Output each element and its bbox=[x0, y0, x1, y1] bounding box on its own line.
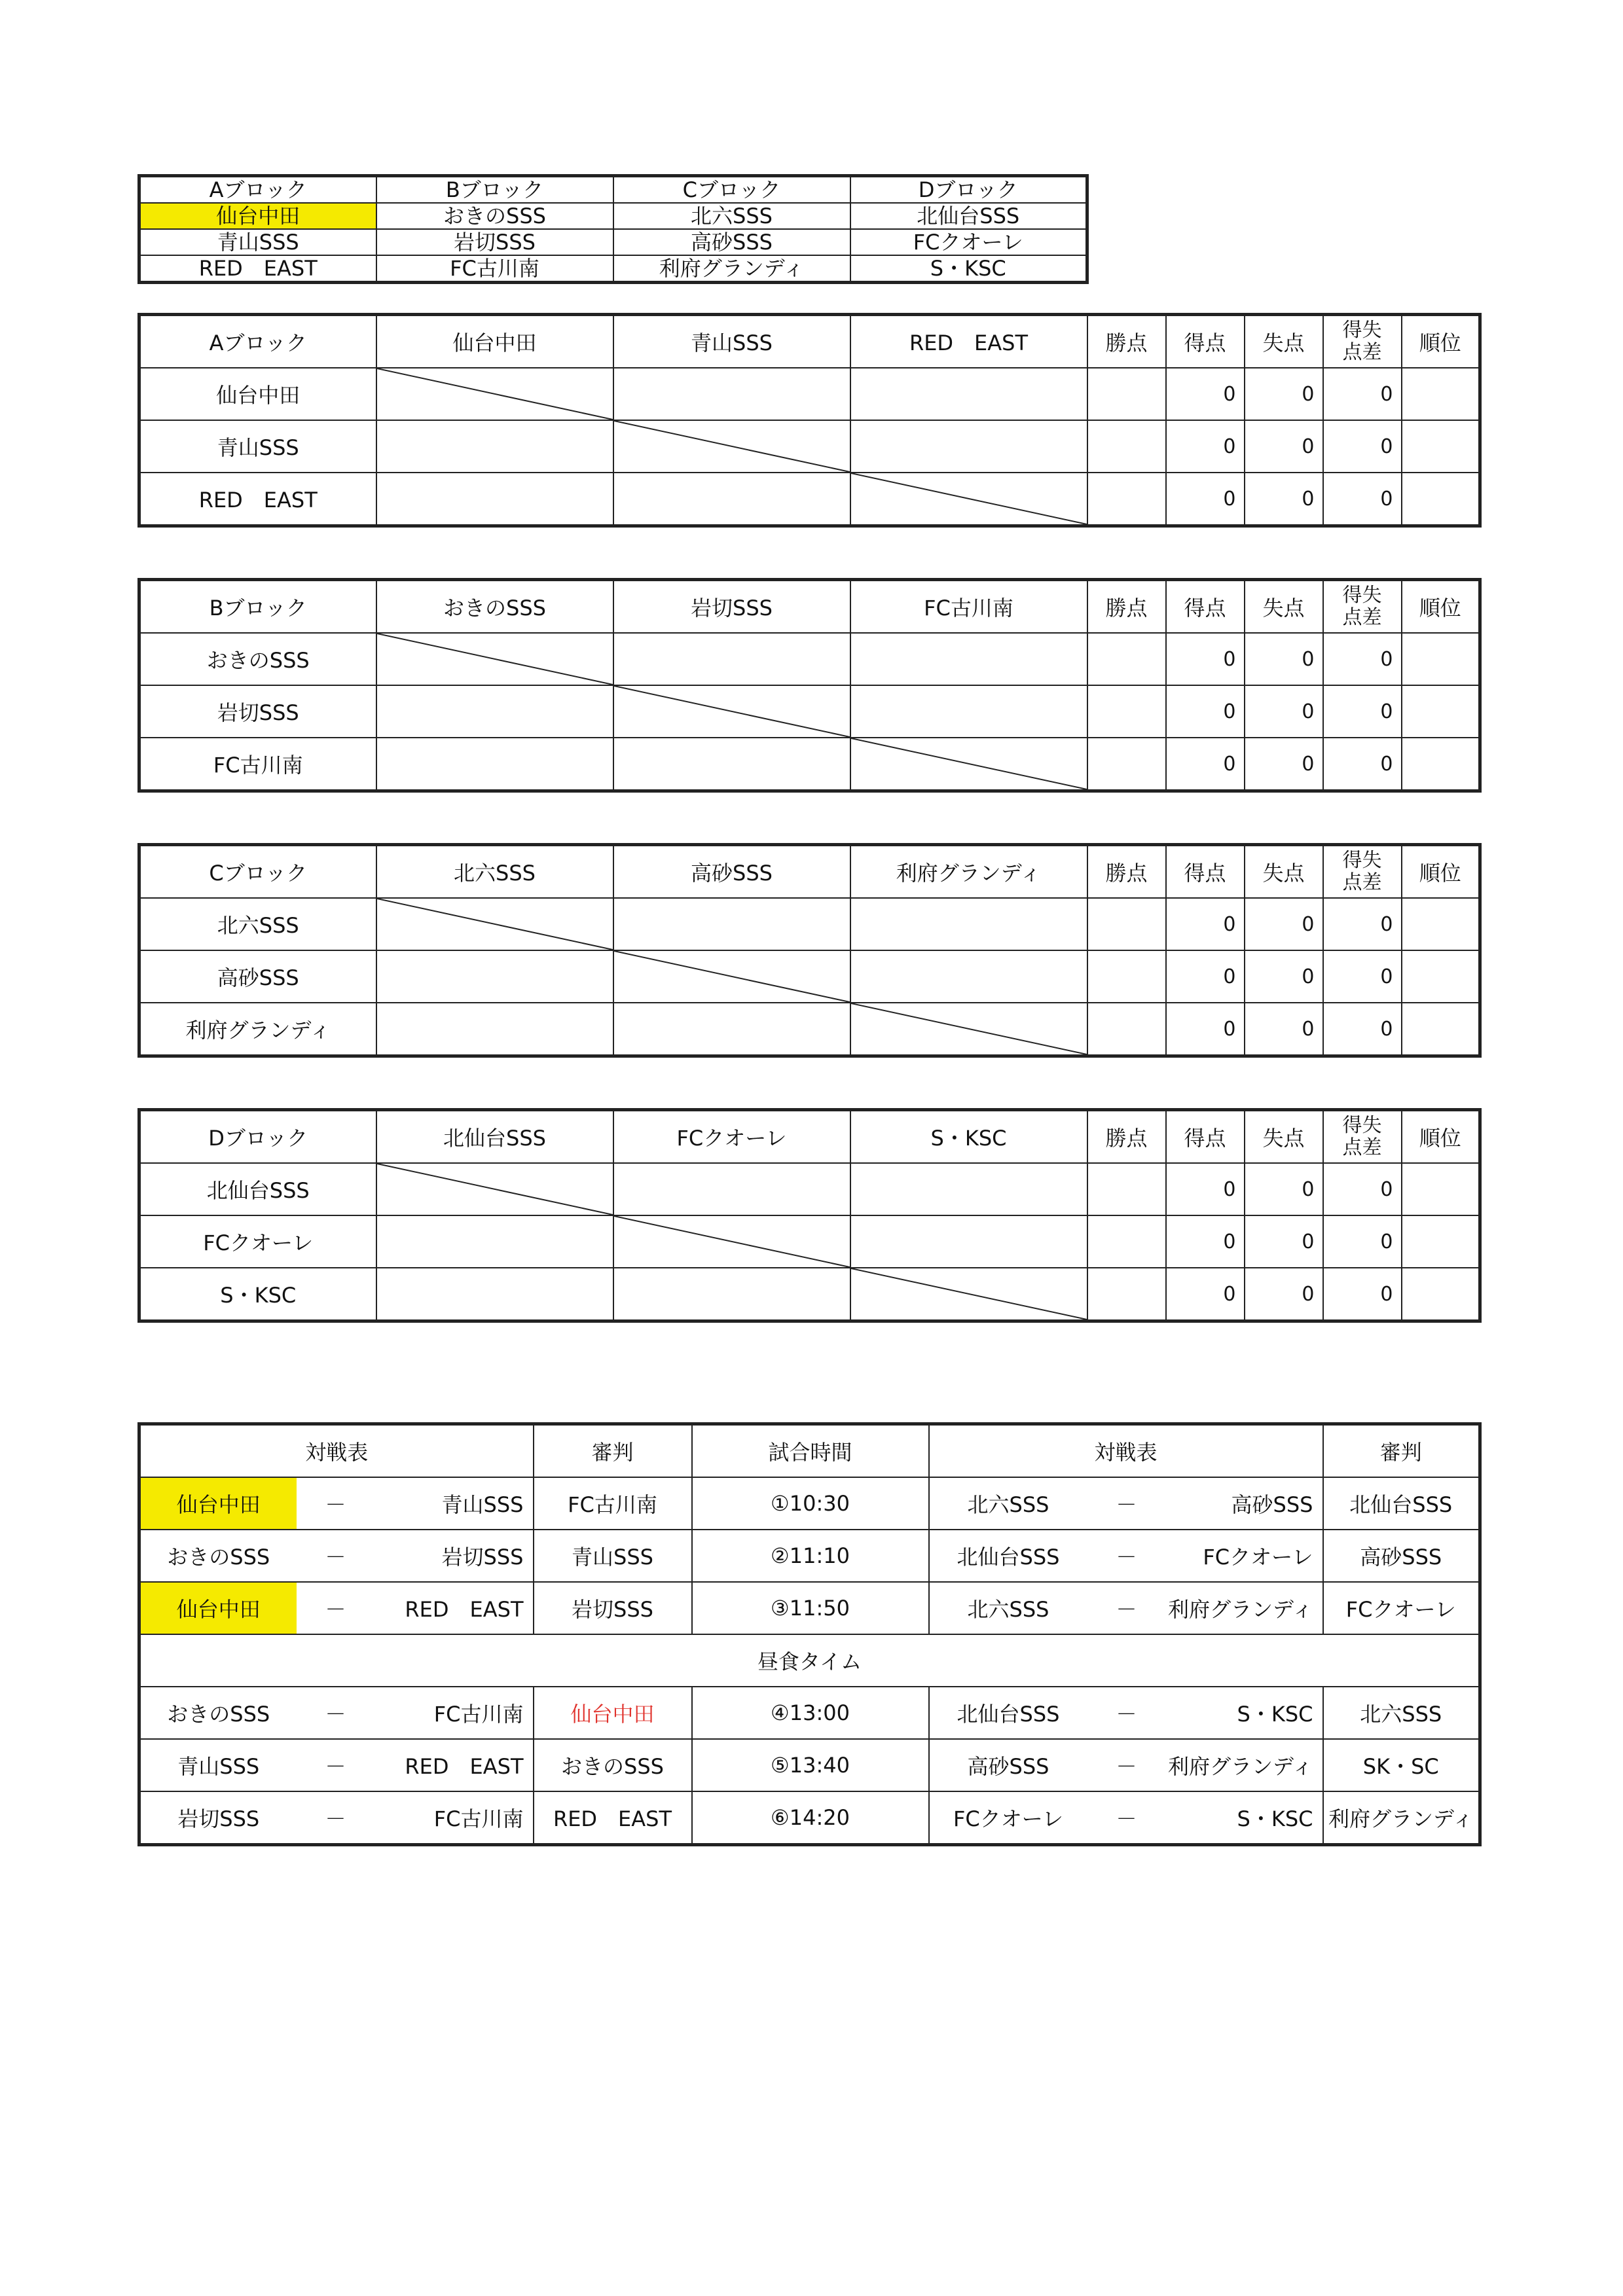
match-time: ①10:30 bbox=[692, 1477, 929, 1530]
win-points-cell bbox=[1087, 1215, 1166, 1268]
win-points-cell bbox=[1087, 1003, 1166, 1056]
left-away-team: 青山SSS bbox=[375, 1477, 534, 1530]
vs-dash: － bbox=[1087, 1530, 1166, 1582]
left-home-team: 仙台中田 bbox=[139, 1477, 297, 1530]
rank-cell bbox=[1402, 633, 1480, 685]
schedule-row bbox=[139, 1739, 1480, 1791]
diagonal-line bbox=[377, 368, 613, 420]
schedule-header-row bbox=[139, 1424, 1480, 1478]
header-goals-against: 失点 bbox=[1245, 845, 1323, 899]
schedule-header-time: 試合時間 bbox=[692, 1424, 929, 1478]
block-header-row bbox=[139, 580, 1480, 634]
match-result-cell bbox=[376, 950, 613, 1003]
header-goals-against: 失点 bbox=[1245, 580, 1323, 634]
block-team-row bbox=[139, 898, 1480, 950]
schedule-row bbox=[139, 1582, 1480, 1634]
rank-cell bbox=[1402, 1215, 1480, 1268]
block-team-row bbox=[139, 738, 1480, 791]
diagonal-line bbox=[851, 1268, 1087, 1319]
vs-dash: － bbox=[1087, 1687, 1166, 1739]
summary-cell: 高砂SSS bbox=[613, 229, 850, 255]
summary-cell: RED EAST bbox=[139, 255, 376, 283]
right-away-team: FCクオーレ bbox=[1166, 1530, 1323, 1582]
header-goals-for: 得点 bbox=[1166, 1110, 1245, 1164]
win-points-cell bbox=[1087, 898, 1166, 950]
match-result-cell bbox=[613, 633, 850, 685]
goals-against-value: 0 bbox=[1245, 898, 1323, 950]
header-rank: 順位 bbox=[1402, 315, 1480, 368]
right-away-team: S・KSC bbox=[1166, 1791, 1323, 1845]
match-result-cell bbox=[376, 685, 613, 738]
summary-header-b: Bブロック bbox=[376, 176, 613, 204]
rank-cell bbox=[1402, 368, 1480, 420]
self-match-cell bbox=[850, 738, 1087, 791]
summary-cell: FC古川南 bbox=[376, 255, 613, 283]
schedule-header-match-right: 対戦表 bbox=[929, 1424, 1323, 1478]
left-referee: 仙台中田 bbox=[534, 1687, 692, 1739]
right-home-team: 北六SSS bbox=[929, 1477, 1087, 1530]
match-time: ⑤13:40 bbox=[692, 1739, 929, 1791]
diagonal-line bbox=[377, 634, 613, 685]
goals-for-value: 0 bbox=[1166, 950, 1245, 1003]
self-match-cell bbox=[613, 1215, 850, 1268]
summary-cell: S・KSC bbox=[850, 255, 1087, 283]
goals-for-value: 0 bbox=[1166, 633, 1245, 685]
self-match-cell bbox=[376, 1163, 613, 1215]
block-row-team: FC古川南 bbox=[139, 738, 376, 791]
win-points-cell bbox=[1087, 685, 1166, 738]
goals-against-value: 0 bbox=[1245, 420, 1323, 473]
header-rank: 順位 bbox=[1402, 845, 1480, 899]
match-time: ④13:00 bbox=[692, 1687, 929, 1739]
block-column-team: 仙台中田 bbox=[376, 315, 613, 368]
goals-for-value: 0 bbox=[1166, 473, 1245, 526]
match-result-cell bbox=[850, 1163, 1087, 1215]
goal-difference-value: 0 bbox=[1323, 473, 1402, 526]
match-result-cell bbox=[613, 738, 850, 791]
block-row-team: FCクオーレ bbox=[139, 1215, 376, 1268]
match-schedule-table bbox=[137, 1422, 1482, 1846]
diagonal-line bbox=[851, 473, 1087, 524]
header-goal-difference: 得失 点差 bbox=[1323, 1110, 1402, 1164]
match-time: ③11:50 bbox=[692, 1582, 929, 1634]
right-referee: 高砂SSS bbox=[1323, 1530, 1480, 1582]
right-referee: 北六SSS bbox=[1323, 1687, 1480, 1739]
goals-against-value: 0 bbox=[1245, 1003, 1323, 1056]
goal-difference-value: 0 bbox=[1323, 898, 1402, 950]
block-header-row bbox=[139, 315, 1480, 368]
goal-difference-value: 0 bbox=[1323, 738, 1402, 791]
goals-against-value: 0 bbox=[1245, 1268, 1323, 1321]
header-goals-against: 失点 bbox=[1245, 315, 1323, 368]
header-goal-difference: 得失 点差 bbox=[1323, 580, 1402, 634]
header-goals-for: 得点 bbox=[1166, 315, 1245, 368]
right-away-team: S・KSC bbox=[1166, 1687, 1323, 1739]
goal-difference-value: 0 bbox=[1323, 1163, 1402, 1215]
summary-cell: 北仙台SSS bbox=[850, 203, 1087, 229]
self-match-cell bbox=[850, 1003, 1087, 1056]
header-win-points: 勝点 bbox=[1087, 1110, 1166, 1164]
block-team-row bbox=[139, 368, 1480, 420]
right-away-team: 利府グランディ bbox=[1166, 1739, 1323, 1791]
right-home-team: 北六SSS bbox=[929, 1582, 1087, 1634]
lunch-row bbox=[139, 1634, 1480, 1687]
goals-against-value: 0 bbox=[1245, 633, 1323, 685]
win-points-cell bbox=[1087, 738, 1166, 791]
summary-row bbox=[139, 203, 1087, 229]
summary-header-c: Cブロック bbox=[613, 176, 850, 204]
block-row-team: 北六SSS bbox=[139, 898, 376, 950]
goal-difference-value: 0 bbox=[1323, 950, 1402, 1003]
header-goal-difference: 得失 点差 bbox=[1323, 845, 1402, 899]
block-column-team: 高砂SSS bbox=[613, 845, 850, 899]
block-name: Cブロック bbox=[139, 845, 376, 899]
self-match-cell bbox=[613, 950, 850, 1003]
summary-cell: 岩切SSS bbox=[376, 229, 613, 255]
block-header-row bbox=[139, 1110, 1480, 1164]
vs-dash: － bbox=[1087, 1791, 1166, 1845]
win-points-cell bbox=[1087, 1163, 1166, 1215]
schedule-row bbox=[139, 1477, 1480, 1530]
goals-for-value: 0 bbox=[1166, 420, 1245, 473]
match-result-cell bbox=[613, 473, 850, 526]
block-row-team: RED EAST bbox=[139, 473, 376, 526]
goal-difference-value: 0 bbox=[1323, 368, 1402, 420]
left-away-team: FC古川南 bbox=[375, 1791, 534, 1845]
rank-cell bbox=[1402, 738, 1480, 791]
rank-cell bbox=[1402, 950, 1480, 1003]
left-away-team: FC古川南 bbox=[375, 1687, 534, 1739]
goals-for-value: 0 bbox=[1166, 685, 1245, 738]
block-summary-table bbox=[137, 174, 1089, 284]
block-b-table bbox=[137, 578, 1482, 793]
left-referee: FC古川南 bbox=[534, 1477, 692, 1530]
block-column-team: RED EAST bbox=[850, 315, 1087, 368]
goals-against-value: 0 bbox=[1245, 685, 1323, 738]
header-goals-for: 得点 bbox=[1166, 845, 1245, 899]
summary-header-row bbox=[139, 176, 1087, 204]
diagonal-line bbox=[614, 951, 850, 1002]
vs-dash: － bbox=[297, 1530, 375, 1582]
summary-header-d: Dブロック bbox=[850, 176, 1087, 204]
summary-cell: 利府グランディ bbox=[613, 255, 850, 283]
goals-for-value: 0 bbox=[1166, 738, 1245, 791]
vs-dash: － bbox=[297, 1791, 375, 1845]
block-column-team: 利府グランディ bbox=[850, 845, 1087, 899]
goal-difference-value: 0 bbox=[1323, 1003, 1402, 1056]
match-result-cell bbox=[850, 1215, 1087, 1268]
left-away-team: 岩切SSS bbox=[375, 1530, 534, 1582]
win-points-cell bbox=[1087, 473, 1166, 526]
block-team-row bbox=[139, 420, 1480, 473]
summary-cell: FCクオーレ bbox=[850, 229, 1087, 255]
block-column-team: S・KSC bbox=[850, 1110, 1087, 1164]
vs-dash: － bbox=[1087, 1477, 1166, 1530]
header-win-points: 勝点 bbox=[1087, 580, 1166, 634]
match-result-cell bbox=[613, 368, 850, 420]
left-home-team: 青山SSS bbox=[139, 1739, 297, 1791]
schedule-row bbox=[139, 1530, 1480, 1582]
match-result-cell bbox=[613, 1163, 850, 1215]
vs-dash: － bbox=[297, 1739, 375, 1791]
match-result-cell bbox=[850, 898, 1087, 950]
vs-dash: － bbox=[297, 1477, 375, 1530]
header-win-points: 勝点 bbox=[1087, 845, 1166, 899]
match-result-cell bbox=[613, 1003, 850, 1056]
right-referee: 北仙台SSS bbox=[1323, 1477, 1480, 1530]
match-result-cell bbox=[376, 738, 613, 791]
block-team-row bbox=[139, 1268, 1480, 1321]
goals-for-value: 0 bbox=[1166, 1215, 1245, 1268]
block-column-team: 北六SSS bbox=[376, 845, 613, 899]
right-home-team: 北仙台SSS bbox=[929, 1530, 1087, 1582]
block-row-team: おきのSSS bbox=[139, 633, 376, 685]
right-referee: 利府グランディ bbox=[1323, 1791, 1480, 1845]
goals-against-value: 0 bbox=[1245, 473, 1323, 526]
goals-for-value: 0 bbox=[1166, 1003, 1245, 1056]
block-d-table bbox=[137, 1108, 1482, 1323]
rank-cell bbox=[1402, 1268, 1480, 1321]
rank-cell bbox=[1402, 1003, 1480, 1056]
win-points-cell bbox=[1087, 368, 1166, 420]
match-result-cell bbox=[376, 1003, 613, 1056]
block-team-row bbox=[139, 1215, 1480, 1268]
match-result-cell bbox=[850, 368, 1087, 420]
summary-row bbox=[139, 229, 1087, 255]
summary-cell: おきのSSS bbox=[376, 203, 613, 229]
summary-header-a: Aブロック bbox=[139, 176, 376, 204]
schedule-header-referee-right: 審判 bbox=[1323, 1424, 1480, 1478]
block-header-row bbox=[139, 845, 1480, 899]
diagonal-line bbox=[851, 738, 1087, 789]
self-match-cell bbox=[376, 633, 613, 685]
block-team-row bbox=[139, 633, 1480, 685]
block-row-team: 岩切SSS bbox=[139, 685, 376, 738]
match-time: ②11:10 bbox=[692, 1530, 929, 1582]
right-home-team: FCクオーレ bbox=[929, 1791, 1087, 1845]
header-win-points: 勝点 bbox=[1087, 315, 1166, 368]
goals-against-value: 0 bbox=[1245, 1215, 1323, 1268]
rank-cell bbox=[1402, 1163, 1480, 1215]
goals-for-value: 0 bbox=[1166, 1268, 1245, 1321]
goal-difference-value: 0 bbox=[1323, 685, 1402, 738]
goals-against-value: 0 bbox=[1245, 368, 1323, 420]
left-referee: おきのSSS bbox=[534, 1739, 692, 1791]
goal-difference-value: 0 bbox=[1323, 1268, 1402, 1321]
block-column-team: 北仙台SSS bbox=[376, 1110, 613, 1164]
match-result-cell bbox=[613, 1268, 850, 1321]
diagonal-line bbox=[614, 421, 850, 472]
block-column-team: FC古川南 bbox=[850, 580, 1087, 634]
block-team-row bbox=[139, 950, 1480, 1003]
summary-cell-highlighted: 仙台中田 bbox=[139, 203, 376, 229]
block-team-row bbox=[139, 1163, 1480, 1215]
left-home-team: 仙台中田 bbox=[139, 1582, 297, 1634]
match-result-cell bbox=[376, 420, 613, 473]
rank-cell bbox=[1402, 420, 1480, 473]
right-home-team: 北仙台SSS bbox=[929, 1687, 1087, 1739]
right-away-team: 高砂SSS bbox=[1166, 1477, 1323, 1530]
left-away-team: RED EAST bbox=[375, 1582, 534, 1634]
block-name: Bブロック bbox=[139, 580, 376, 634]
left-home-team: おきのSSS bbox=[139, 1687, 297, 1739]
header-rank: 順位 bbox=[1402, 1110, 1480, 1164]
block-row-team: 利府グランディ bbox=[139, 1003, 376, 1056]
goal-difference-value: 0 bbox=[1323, 1215, 1402, 1268]
summary-cell: 北六SSS bbox=[613, 203, 850, 229]
left-referee: 青山SSS bbox=[534, 1530, 692, 1582]
block-column-team: FCクオーレ bbox=[613, 1110, 850, 1164]
self-match-cell bbox=[376, 898, 613, 950]
match-result-cell bbox=[376, 473, 613, 526]
schedule-header-match-left: 対戦表 bbox=[139, 1424, 534, 1478]
diagonal-line bbox=[614, 1216, 850, 1267]
block-team-row bbox=[139, 685, 1480, 738]
vs-dash: － bbox=[297, 1687, 375, 1739]
block-team-row bbox=[139, 1003, 1480, 1056]
self-match-cell bbox=[613, 685, 850, 738]
right-home-team: 高砂SSS bbox=[929, 1739, 1087, 1791]
lunch-label: 昼食タイム bbox=[139, 1634, 1480, 1687]
goals-against-value: 0 bbox=[1245, 950, 1323, 1003]
match-time: ⑥14:20 bbox=[692, 1791, 929, 1845]
diagonal-line bbox=[377, 1164, 613, 1215]
block-name: Aブロック bbox=[139, 315, 376, 368]
block-column-team: おきのSSS bbox=[376, 580, 613, 634]
self-match-cell bbox=[376, 368, 613, 420]
header-goals-against: 失点 bbox=[1245, 1110, 1323, 1164]
goals-against-value: 0 bbox=[1245, 1163, 1323, 1215]
self-match-cell bbox=[850, 473, 1087, 526]
vs-dash: － bbox=[1087, 1739, 1166, 1791]
block-row-team: 青山SSS bbox=[139, 420, 376, 473]
win-points-cell bbox=[1087, 950, 1166, 1003]
vs-dash: － bbox=[297, 1582, 375, 1634]
match-result-cell bbox=[850, 420, 1087, 473]
block-team-row bbox=[139, 473, 1480, 526]
block-row-team: 北仙台SSS bbox=[139, 1163, 376, 1215]
schedule-body bbox=[139, 1477, 1480, 1845]
left-home-team: おきのSSS bbox=[139, 1530, 297, 1582]
header-rank: 順位 bbox=[1402, 580, 1480, 634]
block-a-table bbox=[137, 313, 1482, 528]
diagonal-line bbox=[377, 899, 613, 950]
win-points-cell bbox=[1087, 1268, 1166, 1321]
goals-against-value: 0 bbox=[1245, 738, 1323, 791]
right-away-team: 利府グランディ bbox=[1166, 1582, 1323, 1634]
schedule-row bbox=[139, 1687, 1480, 1739]
left-referee: 岩切SSS bbox=[534, 1582, 692, 1634]
match-result-cell bbox=[850, 950, 1087, 1003]
match-result-cell bbox=[613, 898, 850, 950]
rank-cell bbox=[1402, 898, 1480, 950]
block-name: Dブロック bbox=[139, 1110, 376, 1164]
rank-cell bbox=[1402, 685, 1480, 738]
left-referee: RED EAST bbox=[534, 1791, 692, 1845]
header-goal-difference: 得失 点差 bbox=[1323, 315, 1402, 368]
diagonal-line bbox=[614, 686, 850, 737]
block-row-team: 高砂SSS bbox=[139, 950, 376, 1003]
header-goals-for: 得点 bbox=[1166, 580, 1245, 634]
summary-cell: 青山SSS bbox=[139, 229, 376, 255]
right-referee: FCクオーレ bbox=[1323, 1582, 1480, 1634]
goal-difference-value: 0 bbox=[1323, 633, 1402, 685]
goals-for-value: 0 bbox=[1166, 898, 1245, 950]
win-points-cell bbox=[1087, 420, 1166, 473]
self-match-cell bbox=[850, 1268, 1087, 1321]
match-result-cell bbox=[376, 1215, 613, 1268]
match-result-cell bbox=[850, 633, 1087, 685]
schedule-header-referee-left: 審判 bbox=[534, 1424, 692, 1478]
block-column-team: 岩切SSS bbox=[613, 580, 850, 634]
match-result-cell bbox=[376, 1268, 613, 1321]
goals-for-value: 0 bbox=[1166, 1163, 1245, 1215]
summary-row bbox=[139, 255, 1087, 283]
self-match-cell bbox=[613, 420, 850, 473]
block-row-team: S・KSC bbox=[139, 1268, 376, 1321]
match-result-cell bbox=[850, 685, 1087, 738]
goals-for-value: 0 bbox=[1166, 368, 1245, 420]
block-c-table bbox=[137, 843, 1482, 1058]
left-away-team: RED EAST bbox=[375, 1739, 534, 1791]
vs-dash: － bbox=[1087, 1582, 1166, 1634]
schedule-row bbox=[139, 1791, 1480, 1845]
block-column-team: 青山SSS bbox=[613, 315, 850, 368]
right-referee: SK・SC bbox=[1323, 1739, 1480, 1791]
block-row-team: 仙台中田 bbox=[139, 368, 376, 420]
goal-difference-value: 0 bbox=[1323, 420, 1402, 473]
win-points-cell bbox=[1087, 633, 1166, 685]
left-home-team: 岩切SSS bbox=[139, 1791, 297, 1845]
rank-cell bbox=[1402, 473, 1480, 526]
diagonal-line bbox=[851, 1003, 1087, 1054]
